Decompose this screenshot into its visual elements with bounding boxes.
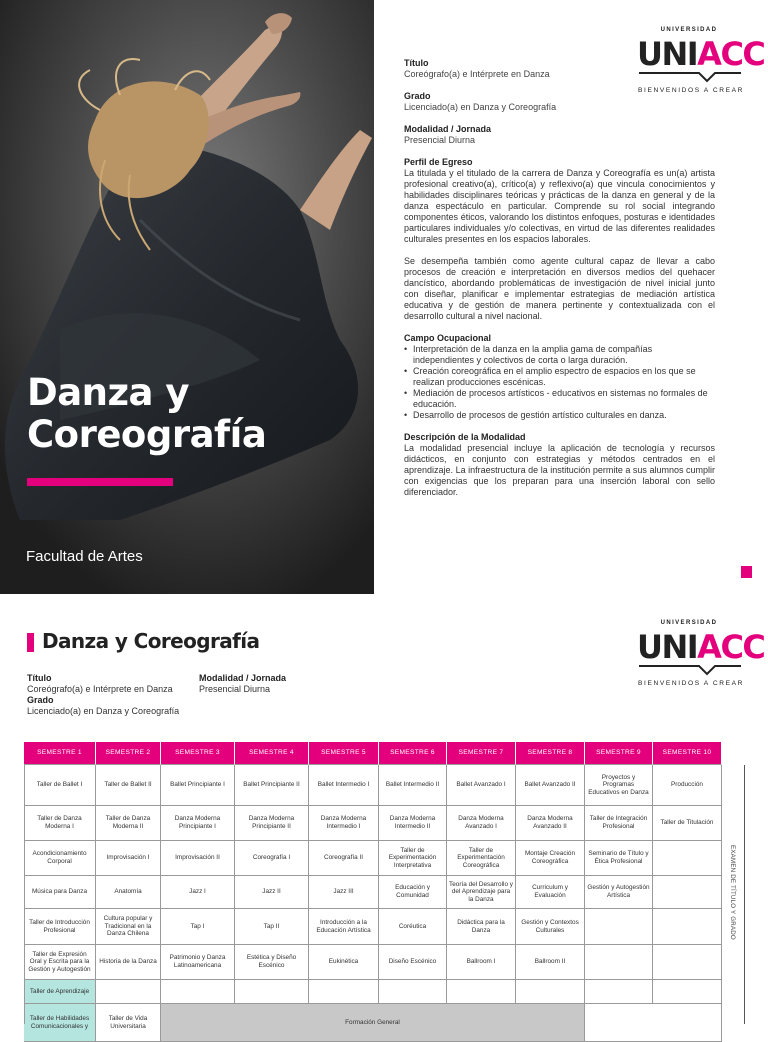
table-cell: Danza Moderna Intermedio II [379, 806, 447, 841]
semester-header: SEMESTRE 9 [585, 742, 653, 765]
campo-item: • Mediación de procesos artísticos - educativos en sistemas no formales de educación. [404, 388, 715, 410]
table-cell: Ballet Principiante II [235, 765, 309, 806]
table-cell: Gestión y Contextos Culturales [516, 909, 585, 945]
table-cell: Taller de Aprendizaje [24, 980, 96, 1004]
table-cell: Patrimonio y Danza Latinoamericana [161, 945, 235, 980]
exam-label: EXAMEN DE TÍTULO Y GRADO [729, 845, 736, 940]
table-cell [585, 1004, 722, 1042]
table-cell: Danza Moderna Principiante II [235, 806, 309, 841]
table-cell: Improvisación I [96, 841, 161, 876]
table-cell [447, 980, 516, 1004]
table-cell: Jazz II [235, 876, 309, 909]
table-cell: Danza Moderna Avanzado I [447, 806, 516, 841]
descripcion-heading: Descripción de la Modalidad [404, 432, 526, 442]
page2-title: Danza y Coreografía [42, 629, 260, 653]
page2-modalidad-value: Presencial Diurna [199, 684, 271, 694]
table-cell: Taller de Experimentación Coreográfica [447, 841, 516, 876]
program-info [404, 58, 715, 498]
table-cell: Proyectos y Programas Educativos en Danza [585, 765, 653, 806]
faculty-label: Facultad de Artes [26, 548, 143, 565]
logo-speech-mark-icon [637, 620, 747, 680]
table-cell: Introducción a la Educación Artística [309, 909, 379, 945]
table-cell: Taller de Danza Moderna II [96, 806, 161, 841]
table-cell: Taller de Habilidades Comunicacionales y [24, 1004, 96, 1042]
hero-title-line-2: Coreografía [27, 413, 267, 456]
table-cell: Tap I [161, 909, 235, 945]
table-cell [161, 980, 235, 1004]
hero-accent-bar [27, 478, 173, 486]
table-cell: Eukinética [309, 945, 379, 980]
table-cell: Anatomía [96, 876, 161, 909]
table-cell [653, 841, 722, 876]
semester-header: SEMESTRE 8 [516, 742, 585, 765]
table-cell [516, 980, 585, 1004]
table-cell [653, 980, 722, 1004]
page2-modalidad-heading: Modalidad / Jornada [199, 673, 287, 683]
grado-value: Licenciado(a) en Danza y Coreografía [404, 102, 557, 112]
campo-list [404, 344, 715, 421]
logo-universidad: UNIVERSIDAD [660, 27, 718, 33]
table-cell: Montaje Creación Coreográfica [516, 841, 585, 876]
semester-header: SEMESTRE 2 [96, 742, 161, 765]
perfil-paragraph-2: Se desempeña también como agente cultural capaz de llevar a cabo procesos de creación e interpretación en diversos medios del quehacer dancístico, abordando problemáticas de investigación de nivel inicial junto con diseñar, planificar e implementar estrategias de mediación artística educativa y de gestión de manera pertinente y contextualizada con el desarrollo cultural a nivel nacional. [404, 256, 715, 321]
modalidad-value: Presencial Diurna [404, 135, 476, 145]
titulo-heading: Título [404, 58, 429, 68]
semester-header: SEMESTRE 7 [447, 742, 516, 765]
table-cell [585, 909, 653, 945]
table-cell: Ballet Intermedio I [309, 765, 379, 806]
hero-title [27, 372, 266, 456]
table-cell: Tap II [235, 909, 309, 945]
hero-title-line-1: Danza y [27, 371, 190, 414]
table-cell: Acondicionamiento Corporal [24, 841, 96, 876]
table-cell: Curriculum y Evaluación [516, 876, 585, 909]
campo-item: • Creación coreográfica en el amplio espectro de espacios en los que se realizan producciones escénicas. [404, 366, 715, 388]
table-cell: Coreografía I [235, 841, 309, 876]
table-cell: Ballroom I [447, 945, 516, 980]
table-cell: Educación y Comunidad [379, 876, 447, 909]
campo-heading: Campo Ocupacional [404, 333, 492, 343]
table-cell: Taller de Titulación [653, 806, 722, 841]
hero-photo [0, 0, 374, 594]
logo-acc: ACC [697, 628, 765, 666]
dancer-image [0, 0, 374, 594]
semester-header: SEMESTRE 1 [24, 742, 96, 765]
table-cell: Ballet Avanzado I [447, 765, 516, 806]
table-cell: Coreografía II [309, 841, 379, 876]
table-cell [653, 876, 722, 909]
table-cell: Jazz I [161, 876, 235, 909]
table-cell: Taller de Expresión Oral y Escrita para la Gestión y Autogestión [24, 945, 96, 980]
descripcion-paragraph: La modalidad presencial incluye la aplicación de tecnología y recursos didácticos, en conjunto con estrategias y métodos centrados en el aprendizaje. La infraestructura de la institución permite a sus alumnos cumplir con exigencias que los preparan para una inserción laboral con sello diferenciador. [404, 443, 715, 497]
formacion-general-cell: Formación General [161, 1004, 585, 1042]
logo-tagline: BIENVENIDOS A CREAR [638, 680, 744, 687]
table-cell: Producción [653, 765, 722, 806]
page2-accent-bar [27, 633, 34, 652]
table-cell: Diseño Escénico [379, 945, 447, 980]
table-cell: Ballet Intermedio II [379, 765, 447, 806]
semester-header: SEMESTRE 10 [653, 742, 722, 765]
campo-item: • Interpretación de la danza en la amplia gama de compañías independientes y colectivos de corta o larga duración. [404, 344, 715, 366]
page2-grado-heading: Grado [27, 695, 54, 705]
accent-square [741, 566, 752, 578]
table-cell [379, 980, 447, 1004]
table-cell: Ballet Principiante I [161, 765, 235, 806]
table-cell: Danza Moderna Avanzado II [516, 806, 585, 841]
table-cell [653, 909, 722, 945]
table-cell [96, 980, 161, 1004]
semester-header: SEMESTRE 6 [379, 742, 447, 765]
modalidad-heading: Modalidad / Jornada [404, 124, 492, 134]
uniacc-logo-bottom [637, 620, 765, 690]
table-cell: Ballroom II [516, 945, 585, 980]
table-cell: Taller de Introducción Profesional [24, 909, 96, 945]
table-cell [585, 980, 653, 1004]
grado-heading: Grado [404, 91, 431, 101]
table-cell [309, 980, 379, 1004]
table-cell: Seminario de Título y Ética Profesional [585, 841, 653, 876]
page2-grado-value: Licenciado(a) en Danza y Coreografía [27, 706, 180, 716]
semester-header: SEMESTRE 5 [309, 742, 379, 765]
semester-header: SEMESTRE 3 [161, 742, 235, 765]
table-cell: Estética y Diseño Escénico [235, 945, 309, 980]
titulo-value: Coreógrafo(a) e Intérprete en Danza [404, 69, 550, 79]
table-cell: Historia de la Danza [96, 945, 161, 980]
curriculum-table [24, 742, 746, 1030]
table-cell: Coréutica [379, 909, 447, 945]
logo-acc: ACC [697, 35, 765, 73]
table-cell [653, 945, 722, 980]
table-cell: Teoría del Desarrollo y del Aprendizaje para la Danza [447, 876, 516, 909]
logo-uni: UNI [637, 35, 698, 73]
table-cell: Didáctica para la Danza [447, 909, 516, 945]
logo-tagline: BIENVENIDOS A CREAR [638, 87, 744, 94]
page2-right-info [199, 673, 286, 695]
logo-uni: UNI [637, 628, 698, 666]
table-cell [585, 945, 653, 980]
table-cell: Taller de Ballet I [24, 765, 96, 806]
perfil-heading: Perfil de Egreso [404, 157, 473, 167]
table-cell: Danza Moderna Principiante I [161, 806, 235, 841]
perfil-paragraph-1: La titulada y el titulado de la carrera de Danza y Coreografía es un(a) artista profesional creativo(a), crítico(a) y reflexivo(a) que vincula conocimientos y habilidades disciplinares teóricas y prácticas de la danza en general y de la danza espectáculo en particular. Comprende su rol social integrando componentes éticos, valorando los distintos enfoques, posturas e identidades particulares individuales y/o colectivas, en virtud de las diferentes realidades culturales presentes en los espacios laborales. [404, 168, 715, 244]
table-cell: Gestión y Autogestión Artística [585, 876, 653, 909]
semester-header: SEMESTRE 4 [235, 742, 309, 765]
exam-label-container [728, 845, 738, 950]
table-cell: Danza Moderna Intermedio I [309, 806, 379, 841]
table-cell: Ballet Avanzado II [516, 765, 585, 806]
page2-titulo-heading: Título [27, 673, 52, 683]
table-cell: Improvisación II [161, 841, 235, 876]
table-cell: Jazz III [309, 876, 379, 909]
table-cell: Música para Danza [24, 876, 96, 909]
table-cell [235, 980, 309, 1004]
page2-titulo-value: Coreógrafo(a) e Intérprete en Danza [27, 684, 173, 694]
table-cell: Taller de Integración Profesional [585, 806, 653, 841]
table-cell: Taller de Danza Moderna I [24, 806, 96, 841]
logo-universidad: UNIVERSIDAD [660, 620, 718, 626]
table-cell: Cultura popular y Tradicional en la Danza Chilena [96, 909, 161, 945]
table-cell: Taller de Experimentación Interpretativa [379, 841, 447, 876]
campo-item: • Desarrollo de procesos de gestión artístico culturales en danza. [404, 410, 715, 421]
table-cell: Taller de Ballet II [96, 765, 161, 806]
table-right-border [744, 765, 745, 1024]
page2-left-info [27, 673, 179, 717]
table-cell: Taller de Vida Universitaria [96, 1004, 161, 1042]
table-left-border [24, 765, 25, 1024]
